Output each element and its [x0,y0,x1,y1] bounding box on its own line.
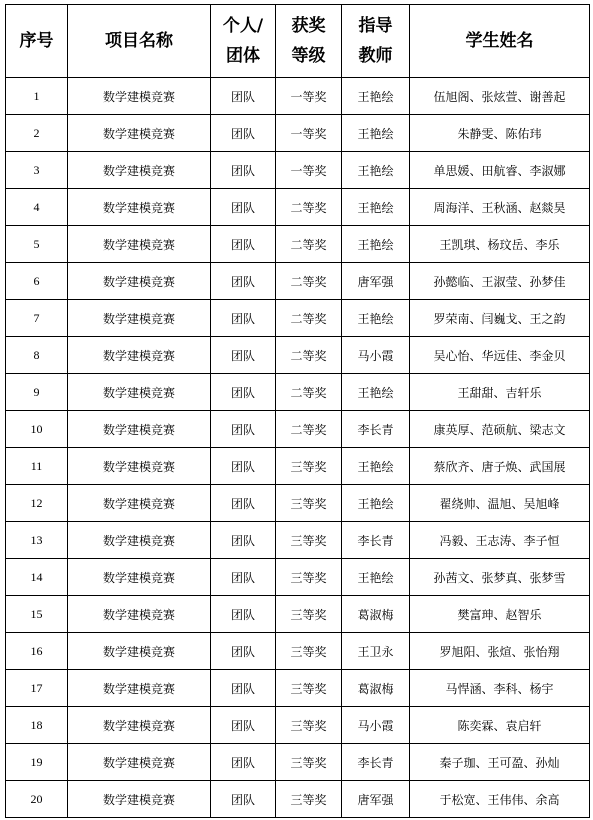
header-award [276,5,342,78]
cell-students: 冯毅、王志涛、李子恒 [410,522,590,559]
table-row [6,226,590,263]
cell-seq: 2 [6,115,68,152]
cell-students: 王凯琪、杨玟岳、李乐 [410,226,590,263]
cell-students: 王甜甜、吉轩乐 [410,374,590,411]
header-type-line1: 个人/ [222,16,264,36]
cell-seq: 9 [6,374,68,411]
cell-project: 数学建模竞赛 [68,633,211,670]
cell-seq: 17 [6,670,68,707]
cell-teacher: 李长青 [342,744,410,781]
table-row [6,670,590,707]
cell-seq: 15 [6,596,68,633]
cell-students: 樊富珅、赵智乐 [410,596,590,633]
cell-teacher: 王艳绘 [342,374,410,411]
table-row [6,781,590,818]
table-row [6,633,590,670]
cell-seq: 19 [6,744,68,781]
cell-teacher: 唐军强 [342,263,410,300]
cell-award: 二等奖 [276,226,342,263]
cell-project: 数学建模竞赛 [68,596,211,633]
cell-award: 一等奖 [276,78,342,115]
cell-type: 团队 [211,226,276,263]
cell-type: 团队 [211,189,276,226]
cell-students: 伍旭阁、张炫萱、谢善起 [410,78,590,115]
table-row [6,485,590,522]
cell-teacher: 葛淑梅 [342,670,410,707]
header-project: 项目名称 [68,5,211,78]
cell-award: 二等奖 [276,411,342,448]
cell-type: 团队 [211,448,276,485]
table-row [6,115,590,152]
cell-project: 数学建模竞赛 [68,152,211,189]
cell-project: 数学建模竞赛 [68,522,211,559]
cell-students: 陈奕霖、袁启轩 [410,707,590,744]
cell-teacher: 王艳绘 [342,189,410,226]
cell-type: 团队 [211,596,276,633]
cell-teacher: 王艳绘 [342,448,410,485]
cell-project: 数学建模竞赛 [68,781,211,818]
cell-project: 数学建模竞赛 [68,115,211,152]
header-teacher [342,5,410,78]
cell-project: 数学建模竞赛 [68,78,211,115]
table-row [6,448,590,485]
cell-award: 三等奖 [276,670,342,707]
cell-type: 团队 [211,485,276,522]
table-row [6,263,590,300]
cell-teacher: 葛淑梅 [342,596,410,633]
cell-seq: 4 [6,189,68,226]
cell-project: 数学建模竞赛 [68,263,211,300]
cell-award: 三等奖 [276,596,342,633]
table-row [6,152,590,189]
cell-type: 团队 [211,522,276,559]
cell-project: 数学建模竞赛 [68,707,211,744]
table-row [6,744,590,781]
cell-seq: 10 [6,411,68,448]
cell-students: 单思媛、田航睿、李淑娜 [410,152,590,189]
cell-project: 数学建模竞赛 [68,485,211,522]
cell-students: 朱静雯、陈佑玮 [410,115,590,152]
cell-project: 数学建模竞赛 [68,226,211,263]
cell-seq: 7 [6,300,68,337]
cell-type: 团队 [211,337,276,374]
cell-seq: 12 [6,485,68,522]
table-row [6,596,590,633]
cell-students: 于松宽、王伟伟、余高 [410,781,590,818]
header-award-line1: 获奖 [291,16,326,36]
cell-type: 团队 [211,633,276,670]
cell-award: 二等奖 [276,189,342,226]
cell-seq: 1 [6,78,68,115]
cell-award: 二等奖 [276,337,342,374]
cell-award: 三等奖 [276,522,342,559]
header-seq: 序号 [6,5,68,78]
cell-seq: 20 [6,781,68,818]
cell-teacher: 李长青 [342,411,410,448]
cell-type: 团队 [211,559,276,596]
awards-table [5,4,590,818]
cell-teacher: 王艳绘 [342,226,410,263]
cell-award: 三等奖 [276,559,342,596]
cell-students: 周海洋、王秋涵、赵燚昊 [410,189,590,226]
cell-teacher: 王艳绘 [342,300,410,337]
cell-project: 数学建模竞赛 [68,189,211,226]
table-row [6,78,590,115]
cell-project: 数学建模竞赛 [68,744,211,781]
cell-award: 三等奖 [276,448,342,485]
cell-seq: 11 [6,448,68,485]
cell-seq: 8 [6,337,68,374]
cell-type: 团队 [211,781,276,818]
cell-teacher: 王艳绘 [342,115,410,152]
cell-award: 二等奖 [276,374,342,411]
cell-teacher: 马小霞 [342,337,410,374]
table-row [6,300,590,337]
cell-teacher: 唐军强 [342,781,410,818]
cell-type: 团队 [211,707,276,744]
cell-project: 数学建模竞赛 [68,300,211,337]
cell-seq: 16 [6,633,68,670]
table-row [6,522,590,559]
cell-teacher: 王艳绘 [342,485,410,522]
header-award-line2: 等级 [291,46,326,66]
cell-award: 三等奖 [276,744,342,781]
cell-teacher: 李长青 [342,522,410,559]
cell-project: 数学建模竞赛 [68,559,211,596]
table-row [6,337,590,374]
cell-award: 一等奖 [276,115,342,152]
cell-seq: 13 [6,522,68,559]
cell-award: 二等奖 [276,263,342,300]
cell-project: 数学建模竞赛 [68,670,211,707]
cell-type: 团队 [211,115,276,152]
cell-seq: 5 [6,226,68,263]
cell-seq: 3 [6,152,68,189]
table-row [6,559,590,596]
cell-teacher: 王艳绘 [342,78,410,115]
cell-students: 马悍涵、李科、杨宇 [410,670,590,707]
cell-students: 孙懿临、王淑莹、孙梦佳 [410,263,590,300]
cell-students: 孙茜文、张梦真、张梦雪 [410,559,590,596]
cell-award: 三等奖 [276,633,342,670]
cell-students: 罗荣南、闫巍戈、王之韵 [410,300,590,337]
cell-type: 团队 [211,152,276,189]
cell-award: 三等奖 [276,781,342,818]
table-row [6,189,590,226]
cell-project: 数学建模竞赛 [68,411,211,448]
cell-students: 罗旭阳、张煊、张怡翔 [410,633,590,670]
cell-teacher: 王卫永 [342,633,410,670]
cell-project: 数学建模竞赛 [68,374,211,411]
cell-award: 三等奖 [276,707,342,744]
cell-type: 团队 [211,374,276,411]
cell-type: 团队 [211,411,276,448]
table-row [6,374,590,411]
header-row [6,5,590,78]
table-row [6,411,590,448]
header-students: 学生姓名 [410,5,590,78]
cell-seq: 18 [6,707,68,744]
cell-teacher: 王艳绘 [342,152,410,189]
cell-seq: 6 [6,263,68,300]
header-teacher-line2: 教师 [358,46,393,66]
cell-students: 翟绕帅、温旭、吴旭峰 [410,485,590,522]
header-type-line2: 团体 [226,46,260,66]
cell-award: 三等奖 [276,485,342,522]
cell-project: 数学建模竞赛 [68,337,211,374]
cell-award: 二等奖 [276,300,342,337]
cell-type: 团队 [211,670,276,707]
cell-type: 团队 [211,744,276,781]
cell-award: 一等奖 [276,152,342,189]
cell-students: 蔡欣齐、唐子焕、武国展 [410,448,590,485]
table-body [6,78,590,818]
cell-teacher: 王艳绘 [342,559,410,596]
table-row [6,707,590,744]
header-type [211,5,276,78]
cell-students: 秦子珈、王可盈、孙灿 [410,744,590,781]
cell-type: 团队 [211,78,276,115]
header-teacher-line1: 指导 [358,16,393,36]
cell-project: 数学建模竞赛 [68,448,211,485]
cell-type: 团队 [211,263,276,300]
cell-students: 康英厚、范硕航、梁志文 [410,411,590,448]
cell-teacher: 马小霞 [342,707,410,744]
cell-type: 团队 [211,300,276,337]
cell-seq: 14 [6,559,68,596]
cell-students: 吴心怡、华远佳、李金贝 [410,337,590,374]
